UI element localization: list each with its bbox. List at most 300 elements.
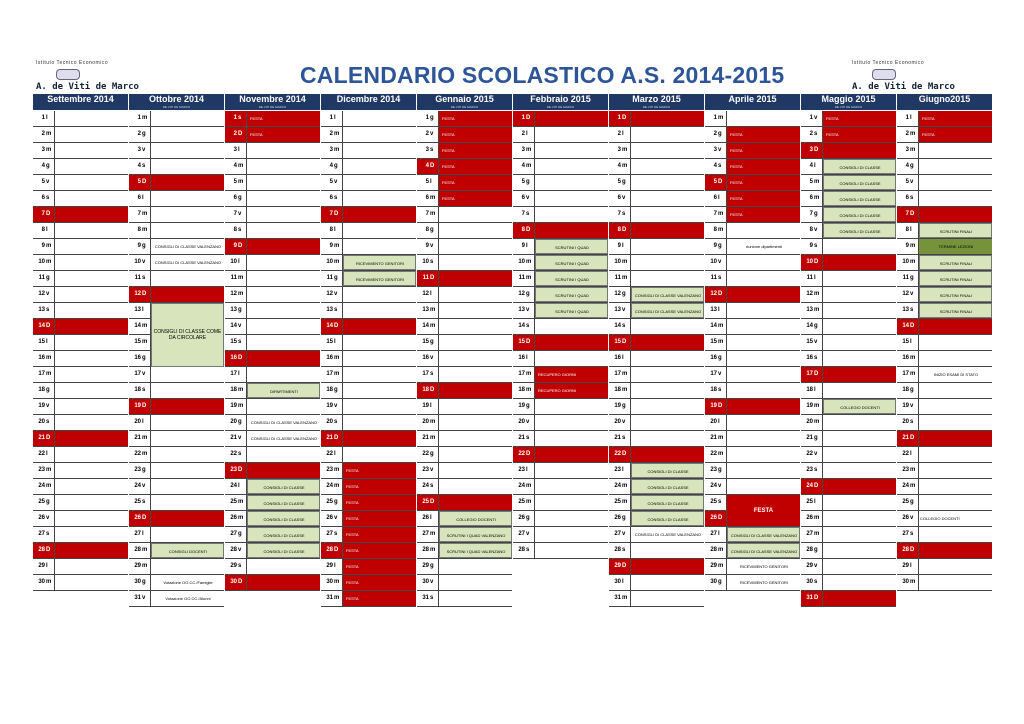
cell-divider (918, 175, 919, 190)
day-of-week: v (142, 147, 146, 153)
cell-divider (534, 415, 535, 430)
day-row (33, 319, 128, 335)
day-of-week: v (814, 563, 818, 569)
day-event: RICEVIMENTO GENITORI (343, 271, 416, 286)
day-of-week: s (814, 579, 818, 585)
day-row (705, 367, 800, 383)
day-of-week: s (526, 435, 530, 441)
day-number: 28 (902, 547, 909, 553)
cell-divider (150, 527, 151, 542)
day-number: 13 (134, 307, 141, 313)
day-event: FESTA (439, 127, 512, 142)
day-row (513, 479, 608, 495)
day-of-week: g (238, 419, 242, 425)
day-of-week: m (910, 483, 916, 489)
day-row (129, 527, 224, 543)
cell-divider (342, 143, 343, 158)
day-of-week: s (814, 467, 818, 473)
cell-divider (918, 335, 919, 350)
cell-divider (534, 527, 535, 542)
day-number: 7 (425, 211, 429, 217)
day-number: 24 (902, 483, 909, 489)
day-of-week: v (430, 467, 434, 473)
day-row (225, 495, 320, 511)
cell-divider (822, 287, 823, 302)
day-of-week: m (46, 355, 52, 361)
day-of-week: v (814, 451, 818, 457)
day-of-week: l (910, 451, 912, 457)
month-column (321, 94, 418, 610)
day-row (705, 559, 800, 575)
day-of-week: g (334, 163, 338, 169)
cell-divider (342, 335, 343, 350)
cell-divider (54, 287, 55, 302)
day-of-week: g (718, 467, 722, 473)
day-of-week: g (334, 499, 338, 505)
day-number: 11 (614, 275, 621, 281)
day-of-week: D (46, 211, 51, 217)
day-of-week: l (910, 339, 912, 345)
cell-divider (726, 431, 727, 446)
day-row (33, 159, 128, 175)
cell-divider (342, 111, 343, 126)
day-of-week: l (334, 227, 336, 233)
cell-divider (54, 495, 55, 510)
day-number: 13 (422, 307, 429, 313)
day-of-week: m (334, 259, 340, 265)
day-row (801, 415, 896, 431)
day-number: 27 (806, 531, 813, 537)
day-event: FESTA (343, 495, 416, 510)
day-of-week: m (910, 371, 916, 377)
day-of-week: D (526, 451, 531, 457)
day-row (897, 223, 992, 239)
day-of-week: D (814, 483, 819, 489)
day-row (513, 255, 608, 271)
day-of-week: v (334, 291, 338, 297)
day-number: 21 (518, 435, 525, 441)
day-number: 31 (806, 595, 813, 601)
cell-divider (438, 239, 439, 254)
day-row (129, 175, 224, 191)
cell-divider (534, 335, 535, 350)
day-row (321, 143, 416, 159)
month-subheader (321, 105, 416, 110)
day-number: 6 (41, 195, 45, 201)
day-row (417, 383, 512, 399)
day-number: 25 (710, 499, 717, 505)
day-of-week: m (334, 595, 340, 601)
day-number: 23 (518, 467, 525, 473)
day-number: 14 (518, 323, 525, 329)
day-number: 15 (614, 339, 621, 345)
day-event: CONSIGLI DI CLASSE VALENZANO (250, 436, 318, 441)
day-row (897, 207, 992, 223)
day-number: 13 (806, 307, 813, 313)
day-number: 20 (38, 419, 45, 425)
day-row (609, 191, 704, 207)
day-of-week: v (526, 307, 530, 313)
cell-divider (54, 143, 55, 158)
cell-divider (822, 383, 823, 398)
day-row (33, 511, 128, 527)
cell-divider (150, 111, 151, 126)
day-of-week: D (334, 435, 339, 441)
day-number: 19 (326, 403, 333, 409)
day-row (705, 175, 800, 191)
cell-divider (918, 143, 919, 158)
day-number: 2 (41, 131, 45, 137)
day-row (513, 223, 608, 239)
day-of-week: g (910, 163, 914, 169)
month-subheader: DE VITI DE MARCO (513, 105, 608, 110)
day-of-week: l (46, 227, 48, 233)
month-subheader (705, 105, 800, 110)
day-row (705, 335, 800, 351)
day-row (129, 543, 224, 559)
day-of-week: l (718, 307, 720, 313)
day-number: 27 (38, 531, 45, 537)
day-number: 18 (326, 387, 333, 393)
cell-divider (918, 527, 919, 542)
day-number: 19 (614, 403, 621, 409)
day-number: 25 (134, 499, 141, 505)
cell-divider (246, 271, 247, 286)
day-of-week: m (910, 147, 916, 153)
day-number: 29 (710, 563, 717, 569)
cell-divider (630, 159, 631, 174)
cell-divider (630, 383, 631, 398)
day-of-week: l (430, 403, 432, 409)
day-of-week: v (238, 435, 242, 441)
day-of-week: m (334, 579, 340, 585)
cell-divider (630, 223, 631, 238)
day-number: 21 (38, 435, 45, 441)
day-row (33, 495, 128, 511)
day-of-week: v (526, 419, 530, 425)
day-row (609, 463, 704, 479)
day-number: 15 (806, 339, 813, 345)
day-row (513, 399, 608, 415)
day-number: 21 (230, 435, 237, 441)
day-row (129, 383, 224, 399)
cell-divider (438, 399, 439, 414)
day-of-week: D (622, 115, 627, 121)
day-row (897, 271, 992, 287)
day-of-week: m (622, 595, 628, 601)
day-of-week: D (910, 547, 915, 553)
cell-divider (54, 463, 55, 478)
day-of-week: m (238, 403, 244, 409)
day-row (33, 175, 128, 191)
day-event: SCRUTINI I QUAD (535, 239, 608, 254)
day-of-week: D (238, 467, 243, 473)
day-number: 15 (38, 339, 45, 345)
day-number: 25 (806, 499, 813, 505)
day-number: 27 (614, 531, 621, 537)
day-of-week: l (334, 339, 336, 345)
cell-divider (246, 239, 247, 254)
cell-divider (54, 335, 55, 350)
day-number: 25 (902, 499, 909, 505)
day-row (33, 271, 128, 287)
day-row (225, 415, 320, 431)
day-number: 22 (230, 451, 237, 457)
month-header: Dicembre 2014 (321, 94, 416, 105)
day-row (609, 287, 704, 303)
day-row (321, 207, 416, 223)
day-row (129, 207, 224, 223)
day-of-week: D (526, 227, 531, 233)
day-number: 4 (617, 163, 621, 169)
day-of-week: m (814, 515, 820, 521)
day-row (801, 351, 896, 367)
day-number: 3 (233, 147, 237, 153)
day-row (225, 367, 320, 383)
day-row (609, 591, 704, 607)
day-row (417, 495, 512, 511)
cell-divider (54, 367, 55, 382)
day-row (129, 463, 224, 479)
day-of-week: m (622, 259, 628, 265)
day-row (321, 223, 416, 239)
day-row (801, 319, 896, 335)
day-number: 23 (134, 467, 141, 473)
day-row (129, 159, 224, 175)
day-number: 18 (806, 387, 813, 393)
cell-divider (726, 111, 727, 126)
cell-divider (246, 191, 247, 206)
day-of-week: g (46, 163, 50, 169)
cell-divider (246, 303, 247, 318)
day-number: 21 (422, 435, 429, 441)
day-number: 8 (137, 227, 141, 233)
day-number: 25 (422, 499, 429, 505)
day-number: 10 (422, 259, 429, 265)
day-of-week: s (430, 483, 434, 489)
day-row (609, 399, 704, 415)
day-row (609, 127, 704, 143)
day-row (609, 447, 704, 463)
day-event: FESTA (343, 463, 416, 478)
day-of-week: s (718, 275, 722, 281)
month-header: Ottobre 2014 (129, 94, 224, 105)
day-of-week: l (814, 387, 816, 393)
day-of-week: s (430, 147, 434, 153)
day-of-week: D (622, 227, 627, 233)
cell-divider (246, 223, 247, 238)
day-event: CONSIGLI DI CLASSE (247, 511, 320, 526)
logo-emblem-icon (56, 69, 80, 80)
day-row (321, 319, 416, 335)
day-row (513, 191, 608, 207)
day-event: FESTA (343, 543, 416, 558)
day-event: FESTA (343, 527, 416, 542)
day-of-week: g (430, 563, 434, 569)
day-event: FESTA (343, 479, 416, 494)
day-of-week: v (910, 403, 914, 409)
day-of-week: g (430, 227, 434, 233)
day-number: 3 (521, 147, 525, 153)
day-row (897, 351, 992, 367)
day-event: CONSIGLI DI CLASSE (631, 479, 704, 494)
day-number: 18 (422, 387, 429, 393)
cell-divider (726, 287, 727, 302)
day-row (609, 175, 704, 191)
day-of-week: m (46, 243, 52, 249)
cell-divider (54, 127, 55, 142)
cell-divider (438, 591, 439, 606)
day-row (321, 175, 416, 191)
cell-divider (438, 447, 439, 462)
month-header: Marzo 2015 (609, 94, 704, 105)
day-row (801, 239, 896, 255)
day-row (609, 271, 704, 287)
day-event: FESTA (823, 127, 896, 142)
day-row (129, 559, 224, 575)
day-number: 14 (230, 323, 237, 329)
day-row (321, 383, 416, 399)
day-number: 5 (329, 179, 333, 185)
day-row (321, 399, 416, 415)
cell-divider (822, 255, 823, 270)
day-of-week: l (526, 355, 528, 361)
day-event: FESTA (247, 127, 320, 142)
day-of-week: s (142, 163, 146, 169)
day-event: FESTA (439, 143, 512, 158)
day-row (801, 479, 896, 495)
day-of-week: m (622, 147, 628, 153)
day-row (225, 575, 320, 591)
day-number: 9 (41, 243, 45, 249)
cell-divider (438, 463, 439, 478)
month-subheader (33, 105, 128, 110)
day-of-week: m (814, 403, 820, 409)
cell-divider (54, 447, 55, 462)
day-row (129, 287, 224, 303)
cell-divider (918, 399, 919, 414)
day-number: 28 (806, 547, 813, 553)
day-row (225, 255, 320, 271)
day-of-week: m (814, 195, 820, 201)
day-row (705, 255, 800, 271)
cell-divider (342, 191, 343, 206)
day-row (801, 223, 896, 239)
day-number: 2 (137, 131, 141, 137)
day-event: Votazione OO.CC./Alunni (165, 596, 211, 601)
cell-divider (150, 367, 151, 382)
day-of-week: D (718, 403, 723, 409)
day-event: DIPARTIMENTI (247, 383, 320, 398)
cell-divider (726, 335, 727, 350)
day-row (609, 527, 704, 543)
day-of-week: D (718, 515, 723, 521)
day-number: 17 (614, 371, 621, 377)
day-of-week: v (526, 195, 530, 201)
day-of-week: v (622, 307, 626, 313)
day-row (417, 559, 512, 575)
cell-divider (918, 207, 919, 222)
day-of-week: v (142, 595, 146, 601)
day-number: 5 (905, 179, 909, 185)
day-of-week: D (238, 131, 243, 137)
day-of-week: m (910, 355, 916, 361)
cell-divider (54, 175, 55, 190)
day-number: 22 (614, 451, 621, 457)
day-event: COLLEGIO DOCENTI (439, 511, 512, 526)
day-row (225, 383, 320, 399)
day-row (225, 559, 320, 575)
day-row (33, 447, 128, 463)
day-event: SCRUTINI I QUAD (535, 271, 608, 286)
day-number: 17 (230, 371, 237, 377)
day-row (705, 159, 800, 175)
cell-divider (342, 207, 343, 222)
day-row (33, 431, 128, 447)
day-number: 27 (230, 531, 237, 537)
day-of-week: s (142, 387, 146, 393)
day-of-week: m (718, 435, 724, 441)
day-of-week: s (718, 387, 722, 393)
day-row (129, 575, 224, 591)
day-row (225, 287, 320, 303)
day-of-week: m (46, 259, 52, 265)
day-number: 5 (425, 179, 429, 185)
day-of-week: l (142, 307, 144, 313)
day-number: 24 (422, 483, 429, 489)
day-of-week: D (142, 291, 147, 297)
day-of-week: l (334, 115, 336, 121)
day-of-week: m (526, 163, 532, 169)
day-row (321, 575, 416, 591)
day-of-week: l (814, 275, 816, 281)
day-of-week: g (46, 275, 50, 281)
cell-divider (726, 479, 727, 494)
day-number: 18 (38, 387, 45, 393)
day-number: 27 (518, 531, 525, 537)
day-of-week: v (718, 371, 722, 377)
day-number: 28 (134, 547, 141, 553)
day-event: SCRUTINI FINALI (919, 255, 992, 270)
cell-divider (630, 239, 631, 254)
cell-divider (54, 575, 55, 590)
day-of-week: s (430, 595, 434, 601)
day-number: 27 (134, 531, 141, 537)
day-number: 19 (422, 403, 429, 409)
day-number: 21 (902, 435, 909, 441)
day-of-week: g (910, 387, 914, 393)
day-of-week: m (142, 115, 148, 121)
day-number: 26 (806, 515, 813, 521)
cell-divider (246, 159, 247, 174)
day-number: 23 (230, 467, 237, 473)
day-event: INIZIO ESAMI DI STATO (933, 372, 979, 377)
day-row (705, 351, 800, 367)
cell-divider (822, 431, 823, 446)
day-of-week: m (142, 435, 148, 441)
day-number: 7 (617, 211, 621, 217)
day-row (609, 495, 704, 511)
day-row (33, 255, 128, 271)
festa-block: FESTA (727, 495, 800, 526)
cell-divider (630, 271, 631, 286)
day-of-week: s (622, 547, 626, 553)
day-of-week: l (526, 467, 528, 473)
cell-divider (726, 319, 727, 334)
month-header: Novembre 2014 (225, 94, 320, 105)
day-event: RECUPERO GIORNI (535, 367, 608, 382)
day-row (897, 287, 992, 303)
